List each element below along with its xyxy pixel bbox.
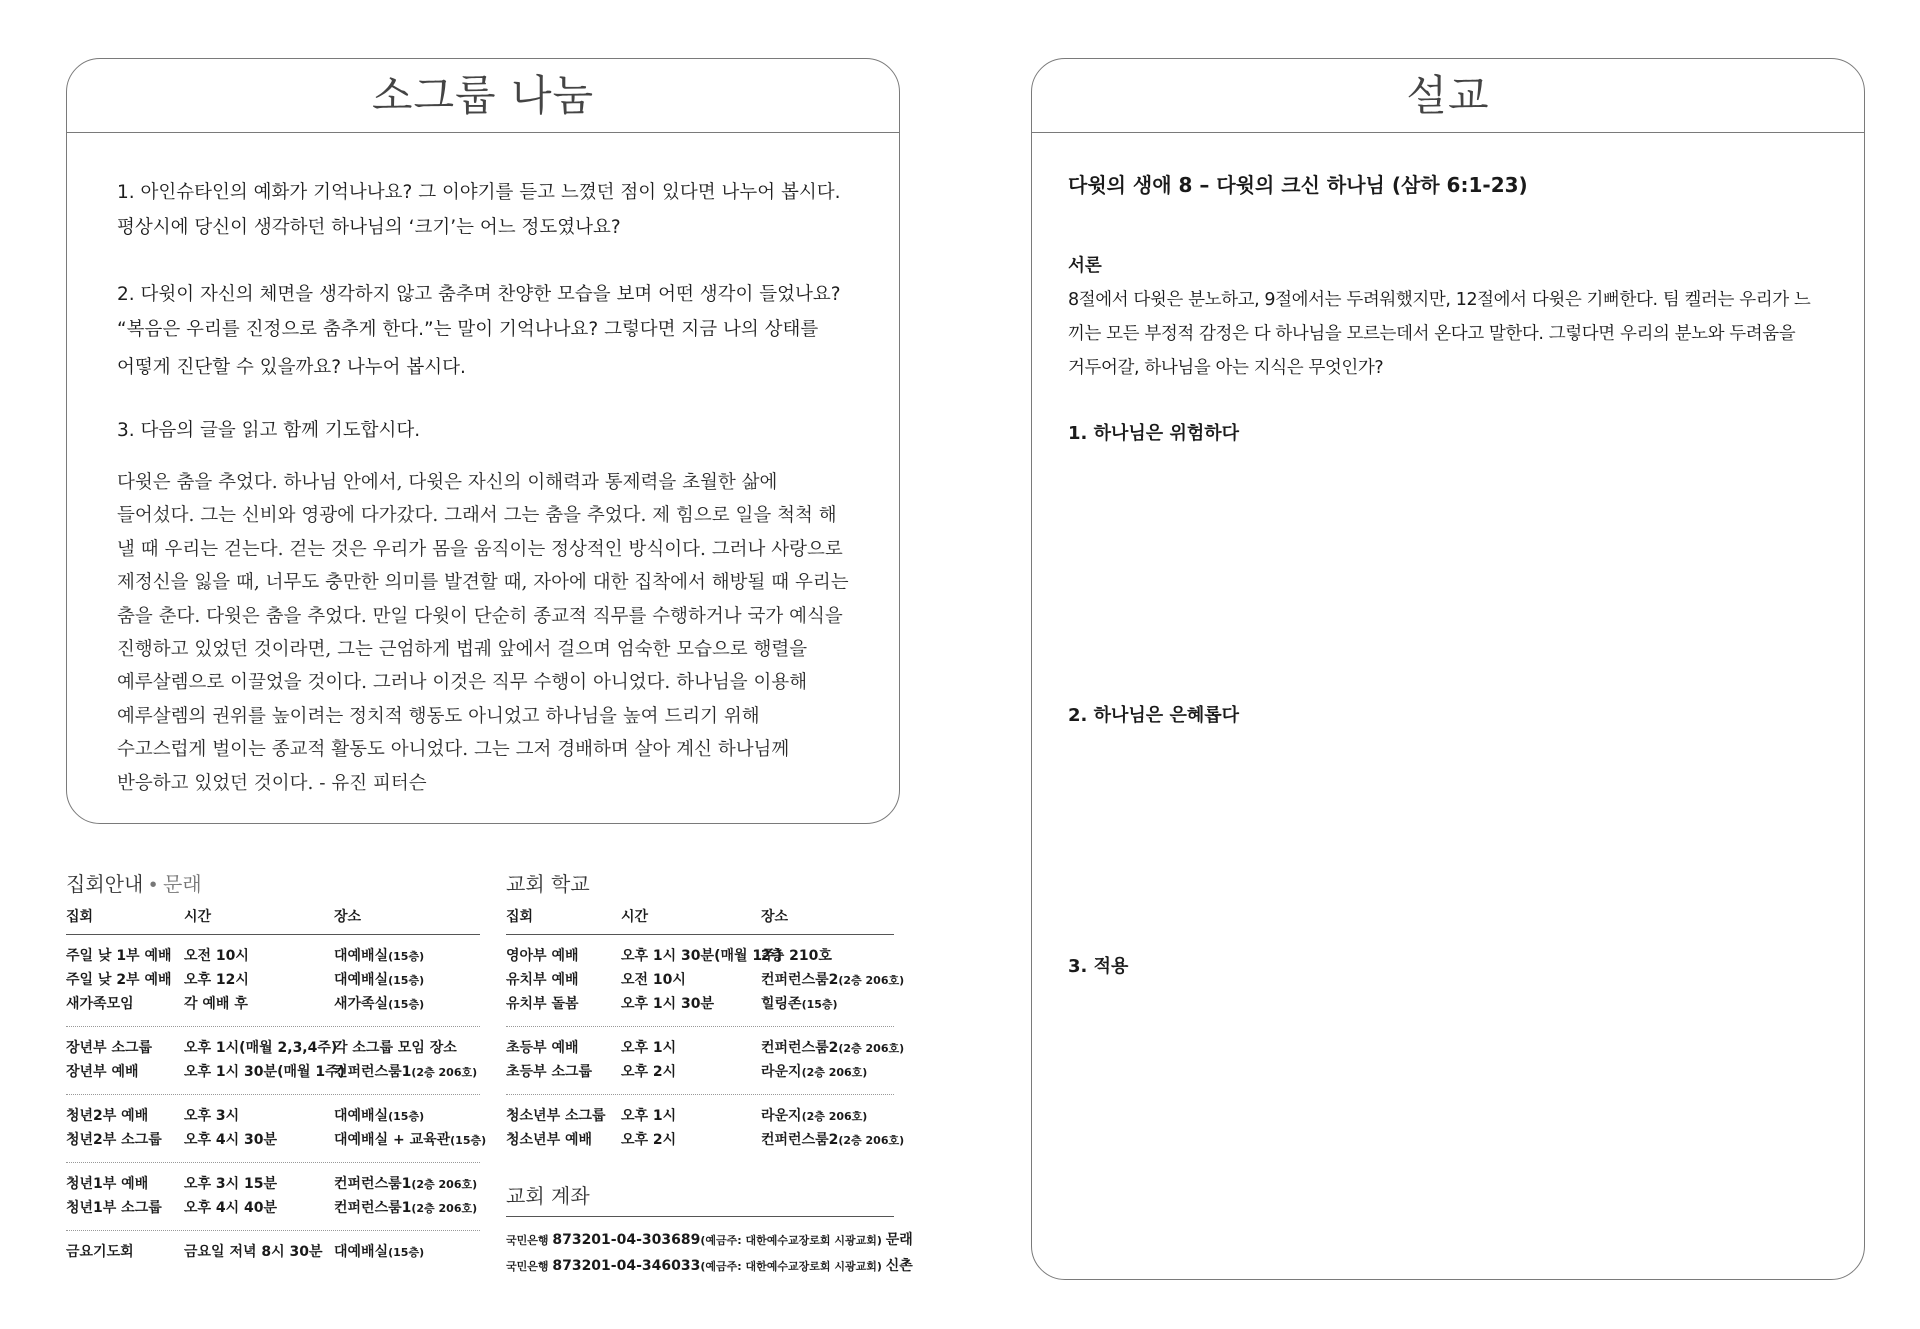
place-name: 컨퍼런스룸1 [334,1200,412,1216]
place-name: 라운지 [761,1064,802,1080]
place-name: 대예배실 [334,948,389,964]
place-note: (2층 206호) [801,1066,868,1079]
place-note: (2층 206호) [838,1134,905,1147]
place-name: 컨퍼런스룸2 [761,1040,839,1056]
meeting-time: 오후 3시 15분 [184,1176,278,1192]
meetings-title: 집회안내 [66,872,144,896]
sermon-content [1068,169,1834,385]
meeting-name: 주일 낮 1부 예배 [66,948,172,964]
place-name: 대예배실 + 교육관 [334,1132,451,1148]
table-row [66,1172,480,1196]
quote-line: 수고스럽게 벌이는 종교적 활동도 아니었다. 그는 그저 경배하며 살아 계신 하나님께 [117,739,790,761]
meetings-contact: 문래 [163,872,202,896]
account-number: 873201-04-303689 [552,1232,701,1248]
sermon-point-1: 1. 하나님은 위험하다 [1068,423,1239,444]
quote-line: 춤을 춘다. 다윗은 춤을 추었다. 만일 다윗이 단순히 종교적 직무를 수행하거나 국가 예식을 [117,605,843,627]
meeting-time: 오후 4시 30분 [184,1132,278,1148]
meetings-heading [66,868,202,897]
meeting-place [761,992,894,1016]
column-header: 장소 [334,909,362,925]
place-note: (15층) [388,1246,425,1259]
small-group-title: 소그룹 나눔 [67,59,899,133]
table-row [66,1240,480,1264]
place-name: 컨퍼런스룸1 [334,1176,412,1192]
small-group-content [117,175,855,800]
place-note: (15층) [388,974,425,987]
place-name: 각 소그룹 모임 장소 [334,1040,457,1056]
table-row [66,1196,480,1220]
place-note: (2층 206호) [801,1110,868,1123]
meeting-time: 오후 1시 30분(매월 1주) [621,948,783,964]
table-row [66,944,480,968]
place-note: (15층) [388,950,425,963]
meeting-name: 유치부 예배 [506,972,579,988]
question-2 [117,277,855,385]
meeting-place [334,1060,480,1084]
school-heading: 교회 학교 [506,872,590,896]
place-name: 컨퍼런스룸1 [334,1064,412,1080]
bank-name: 국민은행 [506,1234,553,1247]
place-note: (2층 206호) [411,1202,478,1215]
table-row [506,1036,905,1060]
meeting-name: 새가족모임 [66,996,134,1012]
place-name: 대예배실 [334,972,389,988]
meetings-table [66,906,487,1274]
account-line [506,1227,913,1253]
place-name: 라운지 [761,1108,802,1124]
meeting-time: 오후 1시 30분 [621,996,715,1012]
meeting-place [334,1128,487,1152]
meeting-place [334,1104,480,1128]
schedule-group [506,1095,905,1162]
meeting-name: 장년부 예배 [66,1064,139,1080]
place-note: (2층 206호) [411,1178,478,1191]
sermon-title: 설교 [1032,59,1864,133]
schedule-group [506,1027,905,1095]
meeting-time: 오후 1시 [621,1108,677,1124]
accounts-list [506,1216,913,1279]
question-2-line: 2. 다윗이 자신의 체면을 생각하지 않고 춤추며 찬양한 모습을 보며 어떤 생각이 들었나요? [117,284,841,305]
small-group-panel [66,58,900,824]
quote-passage [117,466,855,800]
meeting-time: 오후 1시(매월 2,3,4주) [184,1040,338,1056]
column-header: 집회 [66,909,94,925]
account-holder: (예금주: 대한예수교장로회 시광교회) [700,1260,886,1273]
meeting-name: 청년1부 소그룹 [66,1200,162,1216]
table-row [506,944,894,968]
place-name: 컨퍼런스룸2 [761,1132,839,1148]
table-row [66,1128,487,1152]
account-branch: 문래 [885,1232,913,1248]
account-branch: 신촌 [885,1258,913,1274]
meeting-name: 청년1부 예배 [66,1176,149,1192]
question-3 [117,413,855,448]
quote-line: 낼 때 우리는 걷는다. 걷는 것은 우리가 몸을 움직이는 정상적인 방식이다. 그러나 사랑으로 [117,538,843,560]
meeting-place [334,992,480,1016]
table-row [66,1104,480,1128]
sermon-point-2: 2. 하나님은 은혜롭다 [1068,705,1239,726]
meeting-place [761,1128,905,1152]
meeting-place [334,944,480,968]
sermon-subject: 다윗의 생애 8 – 다윗의 크신 하나님 (삼하 6:1-23) [1068,173,1528,197]
question-3-line: 3. 다음의 글을 읽고 함께 기도합시다. [117,420,421,441]
place-note: (15층) [450,1134,487,1147]
question-1-line: 평상시에 당신이 생각하던 하나님의 ‘크기’는 어느 정도였나요? [117,217,621,238]
quote-line: 들어섰다. 그는 신비와 영광에 다가갔다. 그래서 그는 춤을 추었다. 제 힘으로 일을 척척 해 [117,505,837,527]
meeting-name: 영아부 예배 [506,948,579,964]
meeting-place [761,1104,894,1128]
place-name: 힐링존 [761,996,802,1012]
meeting-place [334,1196,480,1220]
intro-line: 8절에서 다윗은 분노하고, 9절에서는 두려워했지만, 12절에서 다윗은 기뻐한다. 팀 켈러는 우리가 느 [1068,290,1811,310]
quote-line: 반응하고 있었던 것이다. - 유진 피터슨 [117,772,427,794]
question-1-line: 1. 아인슈타인의 예화가 기억나나요? 그 이야기를 듣고 느꼈던 점이 있다면 나누어 봅시다. [117,182,841,203]
table-row [506,1128,905,1152]
place-name: 컨퍼런스룸2 [761,972,839,988]
meeting-name: 주일 낮 2부 예배 [66,972,172,988]
meeting-time: 오후 2시 [621,1064,677,1080]
sermon-point-3: 3. 적용 [1068,956,1129,977]
meeting-time: 오후 1시 30분(매월 1주) [184,1064,346,1080]
meeting-time: 오후 12시 [184,972,249,988]
meeting-time: 오후 1시 [621,1040,677,1056]
question-2-line: “복음은 우리를 진정으로 춤추게 한다.”는 말이 기억나나요? 그렇다면 지금 나의 상태를 [117,319,819,340]
schedule-group [66,1027,480,1095]
quote-line: 진행하고 있었던 것이라면, 그는 근엄하게 법궤 앞에서 걸으며 엄숙한 모습으로 행렬을 [117,639,808,661]
table-row [506,1104,894,1128]
meeting-name: 청소년부 소그룹 [506,1108,606,1124]
place-name: 2층 210호 [761,948,832,964]
column-header: 장소 [761,909,789,925]
meeting-name: 청소년부 예배 [506,1132,593,1148]
place-note: (2층 206호) [838,974,905,987]
meeting-place [334,968,480,992]
place-note: (2층 206호) [838,1042,905,1055]
column-header: 시간 [621,909,649,925]
meeting-time: 각 예배 후 [184,996,248,1012]
place-note: (15층) [801,998,838,1011]
meetings-separator: • [143,872,163,896]
schedule-group [66,1231,480,1274]
question-2-line: 어떻게 진단할 수 있을까요? 나누어 봅시다. [117,357,466,378]
intro-line: 거두어갈, 하나님을 아는 지식은 무엇인가? [1068,358,1384,378]
meeting-name: 장년부 소그룹 [66,1040,153,1056]
quote-line: 예루살렘의 권위를 높이려는 정치적 행동도 아니었고 하나님을 높여 드리기 위해 [117,705,760,727]
table-row [66,1036,480,1060]
meeting-time: 오후 2시 [621,1132,677,1148]
bank-name: 국민은행 [506,1260,553,1273]
schedule-group [66,1163,480,1231]
place-note: (15층) [388,1110,425,1123]
intro-text [1068,283,1834,385]
quote-line: 예루살렘으로 이끌었을 것이다. 그러나 이것은 직무 수행이 아니었다. 하나님을 이용해 [117,672,808,694]
place-name: 대예배실 [334,1244,389,1260]
meeting-name: 금요기도회 [66,1244,134,1260]
accounts-heading: 교회 계좌 [506,1184,590,1208]
column-header: 시간 [184,909,212,925]
place-note: (2층 206호) [411,1066,478,1079]
meeting-name: 유치부 돌봄 [506,996,579,1012]
intro-line: 끼는 모든 부정적 감정은 다 하나님을 모르는데서 온다고 말한다. 그렇다면 우리의 분노와 두려움을 [1068,324,1796,344]
meeting-time: 오전 10시 [184,948,249,964]
table-header [506,906,894,935]
meeting-name: 청년2부 예배 [66,1108,149,1124]
school-table [506,906,905,1162]
account-number: 873201-04-346033 [552,1258,701,1274]
meeting-place [334,1240,480,1264]
meeting-place [761,968,905,992]
meeting-name: 초등부 예배 [506,1040,579,1056]
meeting-place [761,944,894,968]
place-note: (15층) [388,998,425,1011]
place-name: 새가족실 [334,996,389,1012]
meeting-name: 청년2부 소그룹 [66,1132,162,1148]
table-row [66,992,480,1016]
meeting-place [761,1036,905,1060]
table-row [66,1060,480,1084]
table-row [66,968,480,992]
meeting-time: 오전 10시 [621,972,686,988]
table-row [506,1060,894,1084]
meeting-place [334,1036,480,1060]
schedule-group [66,1095,487,1163]
schedule-group [506,935,905,1027]
question-1 [117,175,855,245]
quote-line: 제정신을 잃을 때, 너무도 충만한 의미를 발견할 때, 자아에 대한 집착에서 해방될 때 우리는 [117,572,849,594]
intro-heading: 서론 [1068,256,1102,276]
table-row [506,968,905,992]
meeting-place [761,1060,894,1084]
meeting-time: 오후 3시 [184,1108,240,1124]
column-header: 집회 [506,909,534,925]
quote-line: 다윗은 춤을 추었다. 하나님 안에서, 다윗은 자신의 이해력과 통제력을 초월한 삶에 [117,472,778,493]
table-row [506,992,894,1016]
meeting-time: 금요일 저녁 8시 30분 [184,1244,323,1260]
meeting-time: 오후 4시 40분 [184,1200,278,1216]
account-line [506,1253,913,1279]
account-holder: (예금주: 대한예수교장로회 시광교회) [700,1234,886,1247]
place-name: 대예배실 [334,1108,389,1124]
meeting-place [334,1172,480,1196]
table-header [66,906,480,935]
sermon-panel [1031,58,1865,1280]
schedule-group [66,935,480,1027]
meeting-name: 초등부 소그룹 [506,1064,593,1080]
